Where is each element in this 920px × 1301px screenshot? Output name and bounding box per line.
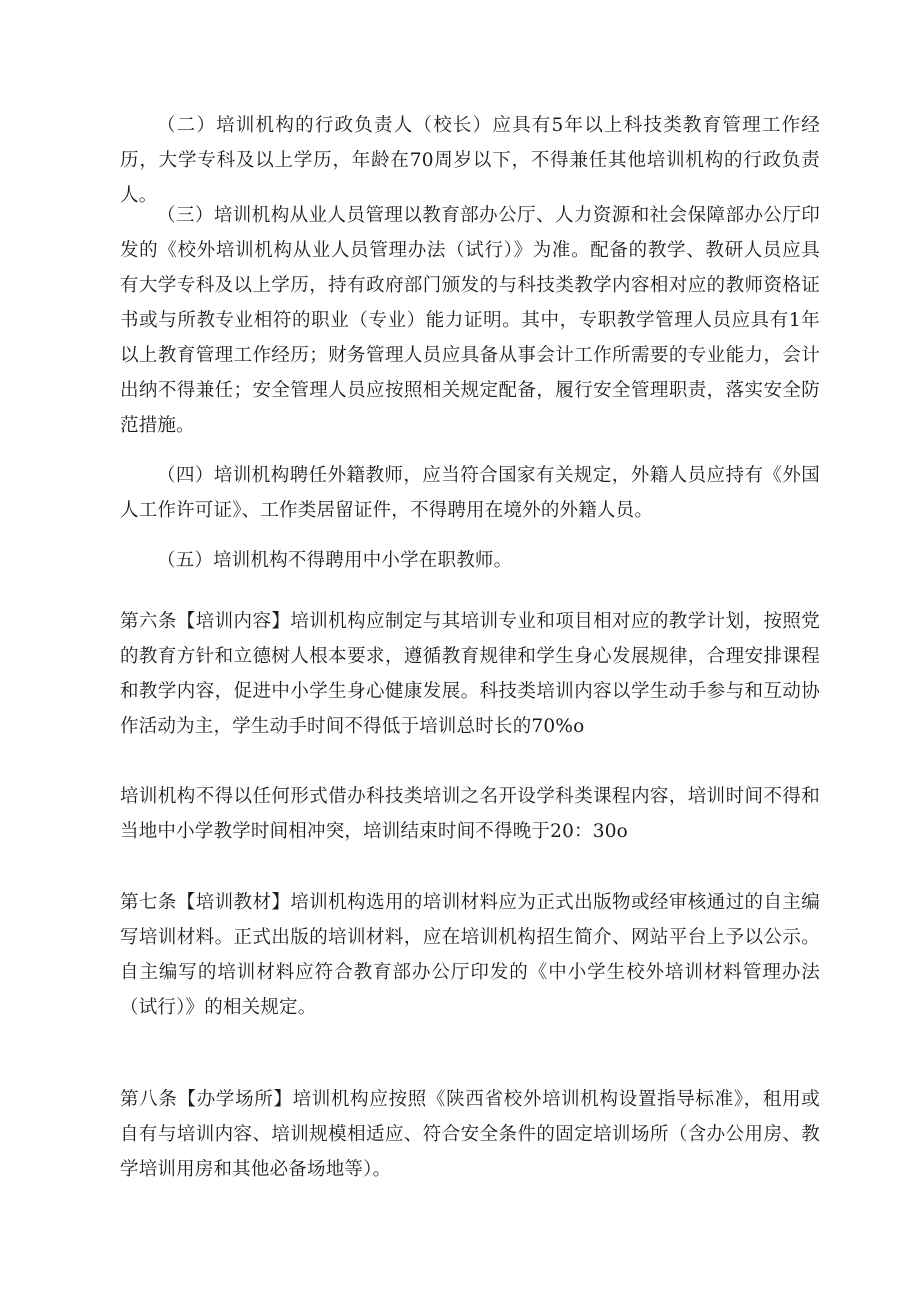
article-6-training-content: 第六条【培训内容】培训机构应制定与其培训专业和项目相对应的教学计划，按照党的教育方针和立德树人根本要求，遵循教育规律和学生身心发展规律，合理安排课程和教学内容，促进中小学生身心健康发展。科技类培训内容以学生动手参与和互动协作活动为主，学生动手时间不得低于培训总时长的70%o <box>120 611 820 737</box>
paragraph-foreign-teachers: （四）培训机构聘任外籍教师，应当符合国家有关规定，外籍人员应持有《外国人工作许可证》、工作类居留证件，不得聘用在境外的外籍人员。 <box>120 465 820 521</box>
paragraph-staff-management: （三）培训机构从业人员管理以教育部办公厅、人力资源和社会保障部办公厅印发的《校外培训机构从业人员管理办法（试行）》为准。配备的教学、教研人员应具有大学专科及以上学历，持有政府部门颁发的与科技类教学内容相对应的教师资格证书或与所教专业相符的职业（专业）能力证明。其中，专职教学管理人员应具有1年以上教育管理工作经历；财务管理人员应具备从事会计工作所需要的专业能力，会计出纳不得兼任；安全管理人员应按照相关规定配备，履行安全管理职责，落实安全防范措施。 <box>120 205 820 436</box>
paragraph-no-school-teachers: （五）培训机构不得聘用中小学在职教师。 <box>157 550 513 571</box>
article-8-premises: 第八条【办学场所】培训机构应按照《陕西省校外培训机构设置指导标准》，租用或自有与培训内容、培训规模相适应、符合安全条件的固定培训场所（含办公用房、教学培训用房和其他必备场地等）。 <box>120 1089 820 1180</box>
article-7-training-materials: 第七条【培训教材】培训机构选用的培训材料应为正式出版物或经审核通过的自主编写培训材料。正式出版的培训材料，应在培训机构招生简介、网站平台上予以公示。自主编写的培训材料应符合教育部办公厅印发的《中小学生校外培训材料管理办法（试行）》的相关规定。 <box>120 892 820 1018</box>
paragraph-admin-head: （二）培训机构的行政负责人（校长）应具有5年以上科技类教育管理工作经历，大学专科及以上学历，年龄在70周岁以下，不得兼任其他培训机构的行政负责人。 <box>120 115 820 206</box>
article-6-schedule: 培训机构不得以任何形式借办科技类培训之名开设学科类课程内容，培训时间不得和当地中小学教学时间相冲突，培训结束时间不得晚于20：30o <box>120 786 820 842</box>
